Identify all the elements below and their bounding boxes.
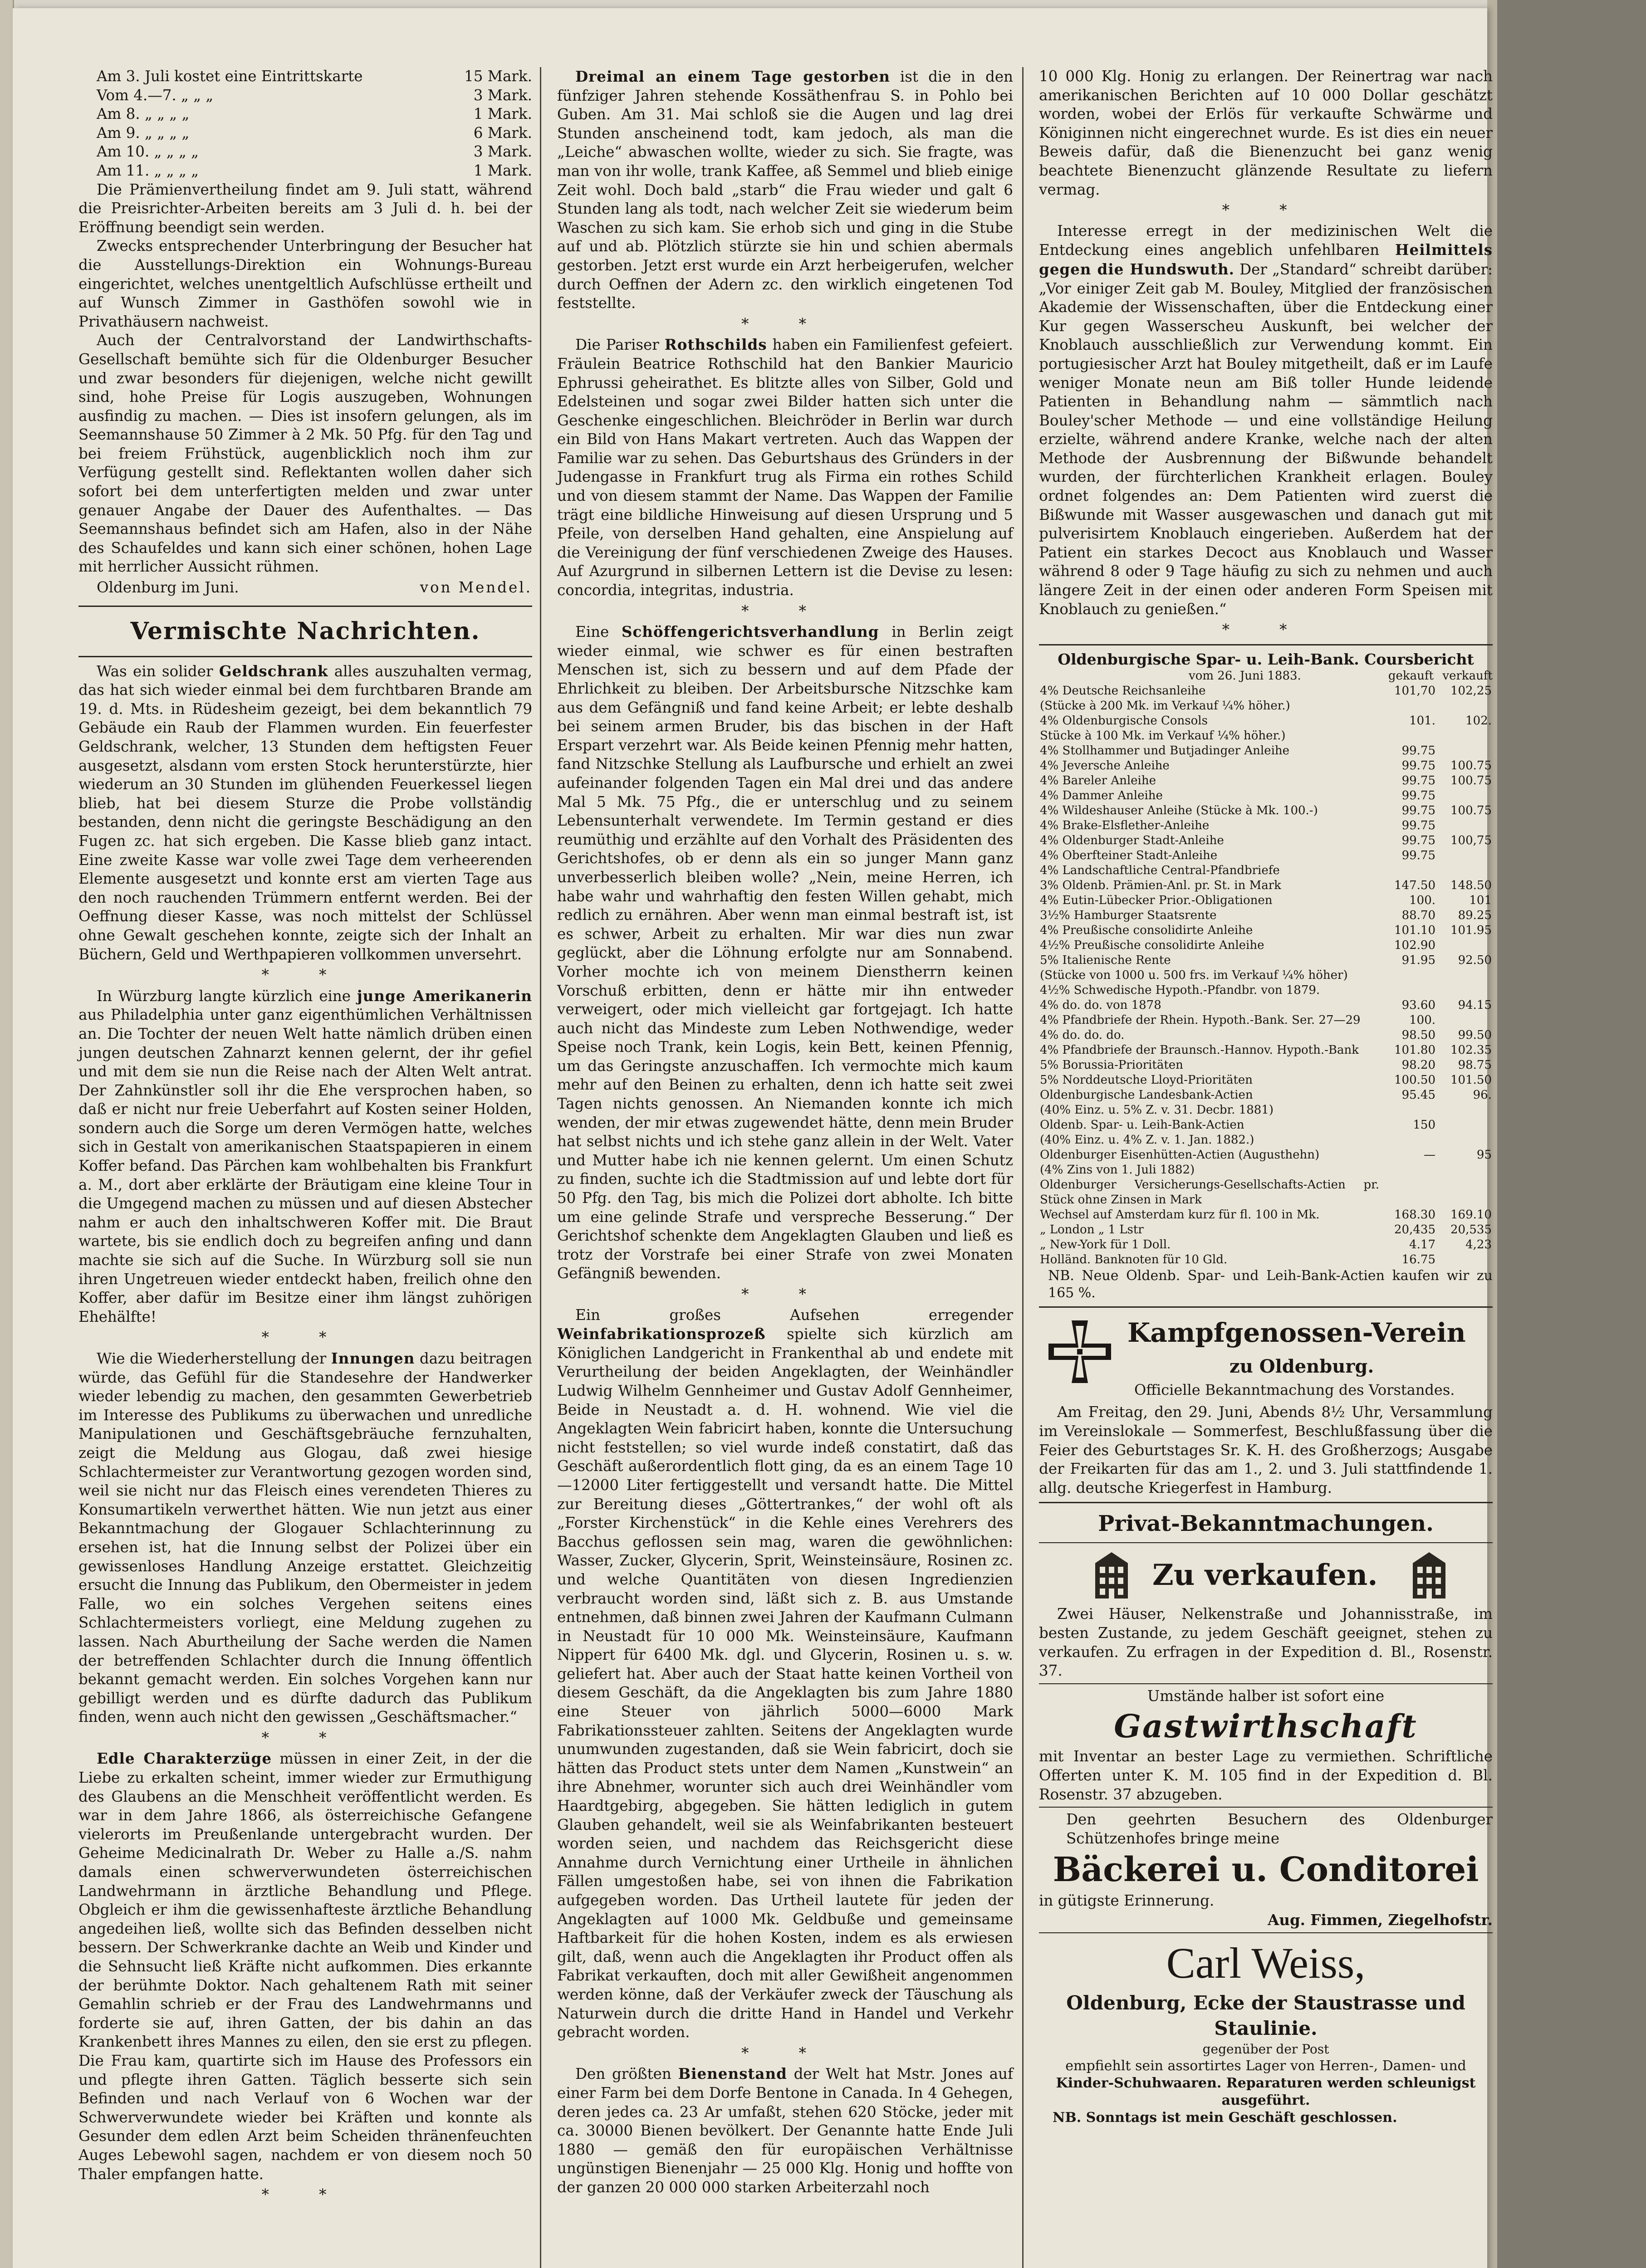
- paragraph: Die Prämienvertheilung findet am 9. Juli statt, während die Preisrichter-Arbeiten bereits am 3 Juli d. h. bei der Eröffnung beendigt sein werden.: [78, 181, 532, 236]
- course-buy: [1380, 1178, 1436, 1207]
- course-sell: 20,535: [1450, 1223, 1492, 1237]
- course-sell: [1436, 1163, 1493, 1178]
- separator-stars: * *: [261, 966, 349, 984]
- course-name: Stücke à 100 Mk. im Verkauf ¼% höher.): [1040, 729, 1286, 743]
- course-sell: [1436, 1252, 1493, 1267]
- section-title-private: Privat-Bekanntmachungen.: [1098, 1511, 1434, 1537]
- course-sell: 100,75: [1450, 834, 1492, 848]
- course-buy: 100.: [1409, 894, 1435, 908]
- signoff-name: von Mendel.: [420, 579, 532, 596]
- course-row: [1039, 684, 1493, 699]
- course-buy: [1380, 728, 1436, 743]
- separator-stars: * *: [261, 1729, 349, 1746]
- course-row: [1039, 998, 1493, 1013]
- ad-signature: Aug. Fimmen, Ziegelhofstr.: [1268, 1911, 1493, 1929]
- course-sell: 4,23: [1465, 1238, 1492, 1252]
- course-sell: 100.75: [1450, 804, 1492, 818]
- course-buy: —: [1424, 1148, 1435, 1162]
- column-1: [78, 67, 532, 2268]
- ad-text: mit Inventar an bester Lage zu vermiethen. Schriftliche Offerten unter K. M. 105 find in der Expedition d. Bl. Rosenstr. 37 abzugeben.: [1039, 1748, 1493, 1803]
- ad-title: Gastwirthschaft: [1114, 1707, 1418, 1745]
- course-name: Oldenburgische Landesbank-Actien: [1040, 1088, 1253, 1102]
- course-buy: 16.75: [1401, 1253, 1435, 1267]
- course-name: 4% Wildeshauser Anleihe (Stücke à Mk. 100.-): [1040, 804, 1318, 818]
- column-header-sell: verkauft: [1442, 669, 1493, 683]
- course-buy: [1380, 968, 1436, 983]
- course-sell: 102.35: [1450, 1043, 1492, 1057]
- course-report-date: vom 26. Juni 1883.: [1189, 669, 1301, 683]
- course-row: [1039, 1252, 1493, 1267]
- ad-text: Am Freitag, den 29. Juni, Abends 8½ Uhr, Versammlung im Vereinslokale — Sommerfest, Beschlußfassung über die Feier des Geburtstages Sr. K. H. des Großherzogs; Ausgabe der Freikarten für das am 1., 2. und 3. Juli stattfindende 1. allg. deutsche Kriegerfest in Hamburg.: [1039, 1403, 1493, 1496]
- keyword: Bienenstand: [678, 2065, 787, 2083]
- course-buy: 99.75: [1401, 834, 1435, 848]
- course-row: [1039, 1043, 1493, 1058]
- separator-stars: * *: [1222, 201, 1310, 219]
- course-name: „ London „ 1 Lstr: [1040, 1223, 1144, 1237]
- course-buy: 168.30: [1394, 1208, 1435, 1222]
- course-row: [1039, 803, 1493, 818]
- ad-kampfgenossen: [1039, 1312, 1493, 1462]
- course-sell: 100.75: [1450, 774, 1492, 788]
- price-row: [78, 124, 532, 143]
- course-name: 4% Jeversche Anleihe: [1040, 759, 1170, 773]
- course-buy: 101.80: [1394, 1043, 1435, 1057]
- course-name: 4% Pfandbriefe der Rhein. Hypoth.-Bank. Ser. 27—29: [1040, 1013, 1361, 1027]
- course-sell: 102.: [1465, 714, 1492, 728]
- iron-cross-icon: [1046, 1318, 1114, 1386]
- course-sell: [1436, 1103, 1493, 1118]
- course-row: [1039, 1028, 1493, 1043]
- course-name: 4% Brake-Elsflether-Anleihe: [1040, 819, 1210, 833]
- course-row: [1039, 863, 1493, 878]
- course-row: [1039, 818, 1493, 833]
- course-sell: [1436, 1118, 1493, 1133]
- news-item-gestorben: Dreimal an einem Tage gestorben ist die in den fünfziger Jahren stehende Kossäthenfrau S. in Pohlo bei Guben. Am 31. Mai schloß sie die Augen und lag drei Stunden anscheinend todt, kam jedoch, als man die „Leiche“ abwaschen wollte, wieder zu sich. Sie fragte, was man von ihr wolle, trank Kaffee, aß Semmel und blieb einige Zeit wohl. Doch bald „starb“ die Frau wieder und galt 6 Stunden lang als todt, nach welcher Zeit sie wiederum beim Waschen zu sich kam. Sie erhob sich und ging in die Stube auf und ab. Plötzlich stürzte sie hin und schien abermals gestorben. Jetzt erst wurde ein Arzt herbeigerufen, welcher durch Oeffnen der Adern zc. den wirklich eingetenen Tod feststellte.: [557, 68, 1013, 312]
- course-sell: 99.50: [1458, 1028, 1492, 1042]
- course-name: 3½% Hamburger Staatsrente: [1040, 909, 1217, 923]
- news-item-amerikanerin: In Würzburg langte kürzlich eine junge Amerikanerin aus Philadelphia unter ganz eigenthümlichen Verhältnissen an. Die Tochter der neuen Welt hatte nämlich drüben einen jungen deutschen Zahnarzt kennen gelernt, der ihr gefiel und mit dem sie nun die Reise nach der Alten Welt antrat. Der Zahnkünstler soll ihr die Ehe versprochen haben, so daß er nicht nur freie Ueberfahrt auf Kosten seiner Holden, sondern auch die Sorge um deren Vermögen hatte, welches sich in Gestalt von amerikanischen Staatspapieren in einem Koffer befand. Das Pärchen kam wohlbehalten bis Frankfurt a. M., dort aber erklärte der Bräutigam eine kleine Tour in die Umgegend machen zu müssen und auf diesen Abstecher nahm er auch den inhaltschweren Koffer mit. Die Braut wartete, bis sie endlich doch zu begreifen anfing und dann machte sie sich auf die Suche. In Würzburg soll sie nun ihren Ungetreuen wieder entdeckt haben, freilich ohne den Koffer, aber dafür im Besitze einer ihm längst zuhörigen Ehehälfte!: [78, 987, 532, 1325]
- course-buy: [1380, 863, 1436, 878]
- course-buy: 99.75: [1401, 774, 1435, 788]
- course-buy: 101.: [1409, 714, 1435, 728]
- keyword: Dreimal an einem Tage gestorben: [575, 68, 890, 85]
- course-row: [1039, 908, 1493, 923]
- course-sell: [1436, 863, 1493, 878]
- ad-title: Carl Weiss,: [1166, 1938, 1366, 1987]
- course-row: [1039, 1118, 1493, 1133]
- ad-zu-verkaufen: [1039, 1546, 1493, 1605]
- course-sell: [1436, 968, 1493, 983]
- section-divider: [1039, 644, 1493, 645]
- section-divider: [1039, 1683, 1493, 1684]
- course-row: [1039, 1013, 1493, 1028]
- course-row: [1039, 953, 1493, 968]
- course-name: 5% Italienische Rente: [1040, 953, 1171, 968]
- signoff: [78, 578, 532, 597]
- course-buy: 99.75: [1401, 849, 1435, 863]
- course-name: 4% Oldenburgische Consols: [1040, 714, 1208, 728]
- course-row: [1039, 968, 1493, 983]
- course-buy: 102.90: [1394, 938, 1435, 953]
- keyword: Geldschrank: [219, 662, 328, 680]
- course-row: [1039, 893, 1493, 908]
- section-divider: [1039, 1542, 1493, 1543]
- ad-notice: Officielle Bekanntmachung des Vorstandes.: [1134, 1381, 1455, 1399]
- course-row: [1039, 1133, 1493, 1148]
- news-item-hundswuth: Interesse erregt in der medizinischen Welt die Entdeckung eines angeblich unfehlbaren Heilmittels gegen die Hundswuth. Der „Standard“ schreibt darüber: „Vor einiger Zeit gab M. Bouley, Mitglied der französischen Akademie der Wissenschaften, über die Entdeckung einer Kur gegen Wasserscheu Auskunft, bei welcher der Knoblauch ausschließlich zur Verwendung kommt. Ein portugiesischer Arzt hat Bouley mitgetheilt, daß er im Laufe weniger Monate neun am Biß toller Hunde leidende Patienten in Behandlung nahm — sämmtlich nach Bouley'scher Methode — und eine vollständige Heilung erzielte, während andere Kranke, welche nach der alten Methode der Ausbrennung der Bißwunde behandelt wurden, der fürchterlichen Krankheit erlagen. Bouley ordnet folgendes an: Dem Patienten wird zuerst die Bißwunde mit Wasser ausgewaschen und danach gut mit pulverisirtem Knoblauch eingerieben. Außerdem hat der Patient ein starkes Decoct aus Knoblauch und Wasser während 8 oder 9 Tage häufig zu sich zu nehmen und auch längere Zeit in der einen oder anderen Form Speisen mit Knoblauch zu genießen.“: [1039, 222, 1493, 618]
- keyword: Weinfabrikationsprozeß: [557, 1325, 766, 1343]
- course-name: 5% Norddeutsche Lloyd-Prioritäten: [1040, 1073, 1253, 1087]
- course-row: [1039, 1163, 1493, 1178]
- course-sell: 101.50: [1450, 1073, 1492, 1087]
- course-name: (40% Einz. u. 4% Z. v. 1. Jan. 1882.): [1040, 1133, 1254, 1147]
- course-name: Wechsel auf Amsterdam kurz für fl. 100 in Mk.: [1040, 1208, 1320, 1222]
- separator-stars: * *: [741, 602, 829, 620]
- keyword: Rothschilds: [664, 336, 767, 354]
- price-label: Am 8. „ „ „ „: [97, 105, 190, 123]
- course-sell: [1436, 728, 1493, 743]
- ad-title: Zu verkaufen.: [1152, 1558, 1378, 1593]
- course-name: Oldenb. Spar- u. Leih-Bank-Actien: [1040, 1118, 1244, 1132]
- section-divider: [1039, 1306, 1493, 1308]
- ad-subline: gegenüber der Post: [1202, 2041, 1329, 2057]
- price-value: 1 Mark.: [473, 161, 532, 179]
- course-sell: [1436, 743, 1493, 758]
- course-sell: 92.50: [1458, 953, 1492, 968]
- scan-right-edge: [1487, 0, 1646, 2268]
- course-row: [1039, 1222, 1493, 1237]
- course-sell: [1436, 818, 1493, 833]
- separator-stars: * *: [1222, 621, 1310, 639]
- column-2: [557, 67, 1013, 2268]
- course-row: [1039, 1073, 1493, 1088]
- course-sell: 101: [1469, 894, 1492, 908]
- course-row: [1039, 833, 1493, 848]
- course-buy: 101,70: [1394, 684, 1435, 698]
- course-sell: 94.15: [1458, 998, 1492, 1012]
- course-buy: [1380, 1103, 1436, 1118]
- course-row: [1039, 848, 1493, 863]
- course-name: 4% Eutin-Lübecker Prior.-Obligationen: [1040, 894, 1273, 908]
- price-row: [78, 86, 532, 105]
- course-name: 4½% Schwedische Hypoth.-Pfandbr. von 1879.: [1040, 983, 1320, 997]
- course-row: [1039, 758, 1493, 773]
- course-row: [1039, 923, 1493, 938]
- course-buy: [1380, 983, 1436, 998]
- price-value: 6 Mark.: [473, 124, 532, 142]
- course-sell: 169.10: [1450, 1208, 1492, 1222]
- price-label: Vom 4.—7. „ „ „: [97, 86, 214, 104]
- course-buy: 98.20: [1401, 1058, 1435, 1072]
- course-name: 4% Oberfteiner Stadt-Anleihe: [1040, 849, 1218, 863]
- price-row: [78, 142, 532, 161]
- separator-stars: * *: [741, 2044, 829, 2062]
- price-label: Am 9. „ „ „ „: [97, 124, 190, 142]
- course-sell: [1436, 1133, 1493, 1148]
- course-buy: 99.75: [1401, 789, 1435, 803]
- paragraph: Zwecks entsprechender Unterbringung der Besucher hat die Ausstellungs-Direktion ein Wohnungs-Bureau eingerichtet, welches unentgeltlich Aufschlüsse ertheilt und auf Wunsch Zimmer in Gasthöfen sowohl wie in Privathäusern nachweist.: [78, 237, 532, 330]
- keyword: Heilmittels gegen die Hundswuth.: [1039, 241, 1493, 278]
- course-name: 4% Oldenburger Stadt-Anleihe: [1040, 834, 1224, 848]
- ad-text: empfiehlt sein assortirtes Lager von Herren-, Damen- und: [1065, 2058, 1466, 2074]
- ticket-price-list: [78, 67, 532, 181]
- separator-stars: * *: [261, 1329, 349, 1346]
- course-sell: 96.: [1473, 1088, 1492, 1102]
- course-sell: [1436, 699, 1493, 714]
- ad-subtitle: zu Oldenburg.: [1230, 1356, 1374, 1378]
- course-row: [1039, 743, 1493, 758]
- course-buy: 91.95: [1401, 953, 1435, 968]
- course-row: [1039, 1088, 1493, 1103]
- price-value: 3 Mark.: [473, 86, 532, 104]
- course-table: [1039, 684, 1493, 1267]
- course-sell: [1436, 788, 1493, 803]
- news-item-weinfabrikation: Ein großes Aufsehen erregender Weinfabrikationsprozeß spielte sich kürzlich am Königlichen Landgericht in Frankenthal ab und endete mit Verurtheilung der beiden Angeklagten, der Weinhändler Ludwig Wilhelm Gennheimer und Gustav Adolf Gennheimer, Beide in Neustadt a. d. H. wohnend. Wie viel die Angeklagten Wein fabricirt haben, konnte die Untersuchung nicht feststellen; so viel wurde indeß constatirt, daß das Geschäft außerordentlich flott ging, da es an einem Tage 10—12000 Liter fertiggestellt und versandt hatte. Die Mittel zur Bereitung dieses „Göttertrankes,“ der wohl oft als „Forster Kirchenstück“ in die Kehle eines Verehrers des Bacchus geflossen sein mag, waren die gewöhnlichen: Wasser, Zucker, Glycerin, Sprit, Weinsteinsäure, Rosinen zc. und welche Quantitäten von diesen Ingredienzien verbraucht worden sind, läßt sich z. B. aus Umstande entnehmen, daß binnen zwei Jahren der Kaufmann Culmann in Neustadt für 10 000 Mk. Weinsteinsäure, Kaufmann Nippert für 6400 Mk. dgl. und Glycerin, Rosinen u. s. w. geliefert hat. Aber auch der Staat hatte keinen Vortheil von diesem Geschäft, da die Angeklagten bis zum Jahre 1880 eine Steuer von jährlich 5000—6000 Mark Fabrikationssteuer zahlten. Seitens der Angeklagten wurde unumwunden zugestanden, daß sie Wein fabricirt, doch sie hätten das Product stets unter dem Namen „Kunstwein“ an ihre Abnehmer, worunter sich auch drei Weinhändler vom Haardtgebirg, abgegeben. Sie hätten lediglich in gutem Glauben gehandelt, weil sie als Weinfabrikanten besteuert worden seien, und nachdem das Reichsgericht diese Annahme durch Vernichtung einer Urtheile in ähnlichen Fällen umgestoßen habe, sei von ihnen die Fabrikation aufgegeben worden. Das Urtheil lautete für jeden der Angeklagten auf 1000 Mk. Geldbuße und gemeinsame Haftbarkeit für die hohen Kosten, indem es als erwiesen gilt, daß, wenn auch die Angeklagten ihr Product offen als Fabrikat verkauften, doch mit aller Gewißheit angenommen werden könne, daß der Verkäufer zweck der Täuschung als Naturwein durch die dritte Hand in Handel und Verkehr gebracht worden.: [557, 1306, 1013, 2041]
- course-name: 4% Pfandbriefe der Braunsch.-Hannov. Hypoth.-Bank: [1040, 1043, 1359, 1057]
- course-row: [1039, 878, 1493, 893]
- course-buy: [1380, 699, 1436, 714]
- course-buy: 88.70: [1401, 909, 1435, 923]
- course-row: [1039, 788, 1493, 803]
- course-buy: 100.: [1409, 1013, 1435, 1027]
- course-buy: 20,435: [1394, 1223, 1435, 1237]
- course-note: NB. Neue Oldenb. Spar- und Leih-Bank-Actien kaufen wir zu 165 %.: [1048, 1268, 1493, 1301]
- course-sell: [1436, 1178, 1493, 1207]
- course-row: [1039, 714, 1493, 728]
- course-name: 4% Deutsche Reichsanleihe: [1040, 684, 1206, 698]
- course-report-title: Oldenburgische Spar- u. Leih-Bank. Coursbericht: [1058, 650, 1474, 668]
- column-3: [1039, 67, 1493, 2268]
- course-name: (Stücke von 1000 u. 500 frs. im Verkauf ¼% höher): [1040, 968, 1348, 982]
- course-sell: [1436, 983, 1493, 998]
- news-item-rothschilds: Die Pariser Rothschilds haben ein Familienfest gefeiert. Fräulein Beatrice Rothschild hat den Bankier Mauricio Ephrussi geheirathet. Es blitzte alles von Silber, Gold und Edelsteinen und sogar zwei Bilder hatten sich unter die Geschenke eingeschlichen. Bleichröder in Berlin war durch ein Bild von Hans Makart vertreten. Auch das Wappen der Familie war zu sehen. Das Geburtshaus des Gründers in der Judengasse in Frankfurt trug als Firma ein rothes Schild und von diesem stammt der Name. Das Wappen der Familie trägt eine bildliche Hinweisung auf diesen Ursprung und 5 Pfeile, von derselben Hand gehalten, eine Anspielung auf die Vereinigung der fünf verschiedenen Zweige des Hauses. Auf Azurgrund in silbernen Lettern ist die Devise zu lesen: concordia, integritas, industria.: [557, 336, 1013, 599]
- course-sell: [1436, 1013, 1493, 1028]
- course-name: 4% do. do. do.: [1040, 1028, 1125, 1042]
- course-sell: [1436, 938, 1493, 953]
- price-label: Am 11. „ „ „ „: [97, 161, 199, 179]
- course-buy: 4.17: [1409, 1238, 1435, 1252]
- separator-stars: * *: [741, 315, 829, 332]
- house-icon: [1093, 1550, 1130, 1600]
- ad-text: in gütigste Erinnerung.: [1039, 1892, 1215, 1910]
- ad-intro: Den geehrten Besuchern des Oldenburger Schützenhofes bringe meine: [1066, 1811, 1493, 1847]
- course-name: (40% Einz. u. 5% Z. v. 31. Decbr. 1881): [1040, 1103, 1274, 1117]
- section-title: Vermischte Nachrichten.: [130, 617, 480, 645]
- house-icon: [1411, 1550, 1447, 1600]
- price-label: Am 3. Juli kostet eine Eintrittskarte: [97, 68, 363, 85]
- price-label: Am 10. „ „ „ „: [97, 143, 199, 161]
- keyword: Innungen: [331, 1349, 415, 1367]
- course-sell: 100.75: [1450, 759, 1492, 773]
- course-name: Oldenburger Eisenhütten-Actien (Augusthehn): [1040, 1148, 1320, 1162]
- course-sell: 102,25: [1450, 684, 1492, 698]
- course-name: (4% Zins von 1. Juli 1882): [1040, 1163, 1195, 1177]
- course-name: 4% Dammer Anleihe: [1040, 789, 1163, 803]
- course-row: [1039, 1058, 1493, 1073]
- ad-note: NB. Sonntags ist mein Geschäft geschlossen.: [1053, 2109, 1397, 2126]
- course-sell: 98.75: [1458, 1058, 1492, 1072]
- course-sell: 89.25: [1458, 909, 1492, 923]
- course-buy: 99.75: [1401, 759, 1435, 773]
- course-buy: 99.75: [1401, 819, 1435, 833]
- paragraph-continued: 10 000 Klg. Honig zu erlangen. Der Reinertrag war nach amerikanischen Berichten auf 10 000 Dollar geschätzt worden, wobei der Erlös für verkaufte Schwärme und Königinnen nicht eingerechnet wurde. Es ist dies ein neuer Beweis dafür, daß die Bienenzucht bei ganz wenig beachtete Bienenzucht glänzende Resultate zu liefern vermag.: [1039, 68, 1493, 198]
- course-row: [1039, 773, 1493, 788]
- course-name: 3% Oldenb. Prämien-Anl. pr. St. in Mark: [1040, 879, 1281, 893]
- course-name: Oldenburger Versicherungs-Gesellschafts-Actien pr. Stück ohne Zinsen in Mark: [1040, 1178, 1379, 1207]
- section-divider: [78, 606, 532, 607]
- course-row: [1039, 728, 1493, 743]
- course-buy: 100.50: [1394, 1073, 1435, 1087]
- price-row: [78, 161, 532, 181]
- course-sell: [1436, 848, 1493, 863]
- ad-address: Oldenburg, Ecke der Staustrasse und Staulinie.: [1066, 1991, 1465, 2039]
- news-item-geldschrank: Was ein solider Geldschrank alles auszuhalten vermag, das hat sich wieder einmal bei dem furchtbaren Brande am 19. d. Mts. in Rüdesheim gezeigt, bei dem bekanntlich 79 Gebäude ein Raub der Flammen wurden. Ein feuerfester Geldschrank, welcher, 13 Stunden dem heftigsten Feuer ausgesetzt, alsdann vom ersten Stock herunterstürzte, hier wiederum an 30 Stunden im glühenden Feuerkessel liegen blieb, hat bei diesem Sturze die Probe vollständig bestanden, denn nicht die geringste Beschädigung an den Fugen zc. hat sich ergeben. Die Kasse blieb ganz intact. Eine zweite Kasse war volle zwei Tage dem verheerenden Elemente ausgesetzt und konnte erst am vierten Tage aus den noch rauchenden Trümmern entfernt werden. Bei der Oeffnung dieser Kasse, was noch mittelst der Schlüssel ohne Gewalt geschehen konnte, zeigte sich der Inhalt an Büchern, Geld und Werthpapieren vollkommen unversehrt.: [78, 662, 532, 963]
- course-row: [1039, 938, 1493, 953]
- scan-left-edge: [0, 0, 14, 2268]
- keyword: junge Amerikanerin: [357, 987, 532, 1005]
- keyword: Schöffengerichtsverhandlung: [622, 623, 879, 641]
- course-name: (Stücke à 200 Mk. im Verkauf ¼% höher.): [1040, 699, 1290, 713]
- course-buy: 147.50: [1394, 879, 1435, 893]
- section-divider: [78, 656, 532, 657]
- section-divider: [1039, 1502, 1493, 1503]
- course-name: 4% do. do. von 1878: [1040, 998, 1161, 1012]
- course-buy: 95.45: [1401, 1088, 1435, 1102]
- course-row: [1039, 1103, 1493, 1118]
- news-item-bienenstand: Den größten Bienenstand der Welt hat Mstr. Jones auf einer Farm bei dem Dorfe Bentone in Canada. In 4 Gehegen, deren jedes ca. 23 Ar umfaßt, stehen 620 Stöcke, jeder mit ca. 30000 Bienen bevölkert. Der Genannte hatte Ende Juli 1880 — gemäß den für europäischen Verhältnisse ungünstigen Bienenjahr — 25 000 Klg. Honig und hoffte von der ganzen 20 000 000 starken Arbeiterzahl noch: [557, 2065, 1013, 2196]
- section-divider: [1039, 1807, 1493, 1808]
- section-divider: [1039, 1932, 1493, 1933]
- paragraph: Auch der Centralvorstand der Landwirthschafts-Gesellschaft bemühte sich für die Oldenburger Besucher und zwar besonders für diejenigen, welche nicht gewillt sind, hohe Preise für Logis auszugeben, Wohnungen ausfindig zu machen. — Dies ist insofern gelungen, als im Seemannshause 50 Zimmer à 2 Mk. 50 Pfg. für den Tag und bei freiem Frühstück, augenblicklich noch ihm zur Verfügung gestellt sind. Reflektanten wollen daher sich sofort bei dem unterfertigten melden und zwar unter genauer Angabe der Dauer des Aufenthaltes. — Das Seemannshaus befindet sich am Hafen, also in der Nähe des Schaufeldes und kann sich einer schönen, hohen Lage mit herrlicher Aussicht rühmen.: [78, 332, 532, 576]
- newspaper-page: [13, 8, 1493, 2268]
- course-name: 5% Borussia-Prioritäten: [1040, 1058, 1183, 1072]
- course-report: [1039, 650, 1493, 1302]
- course-row: [1039, 983, 1493, 998]
- ad-title: Bäckerei u. Conditorei: [1053, 1850, 1479, 1890]
- course-buy: 98.50: [1401, 1028, 1435, 1042]
- column-rule-1: [540, 67, 541, 2268]
- price-value: 3 Mark.: [473, 143, 532, 161]
- course-row: [1039, 1237, 1493, 1252]
- ad-intro: Umstände halber ist sofort eine: [1147, 1687, 1385, 1705]
- course-row: [1039, 1207, 1493, 1222]
- course-sell: 148.50: [1450, 879, 1492, 893]
- course-name: Holländ. Banknoten für 10 Gld.: [1040, 1253, 1228, 1267]
- course-buy: 150: [1413, 1118, 1435, 1132]
- price-row: [78, 105, 532, 124]
- course-row: [1039, 1178, 1493, 1207]
- course-sell: 95: [1476, 1148, 1492, 1162]
- course-buy: 99.75: [1401, 744, 1435, 758]
- course-buy: [1380, 1133, 1436, 1148]
- news-item-schoeffengericht: Eine Schöffengerichtsverhandlung in Berlin zeigt wieder einmal, wie schwer es für einen bestraften Menschen ist, sich zu bessern und auf dem Pfade der Ehrlichkeit zu bleiben. Der Arbeitsbursche Nitzschke kam aus dem Gefängniß und fand keine Arbeit; er lebte deshalb bei seinem armen Bruder, bis das bischen in der Haft Erspart verzehrt war. Als Beide keinen Pfennig mehr hatten, fand Nitzschke Stellung als Laufbursche und erhielt an zwei aufeinander folgenden Tagen ein Mal drei und das andere Mal 5 Mk. 75 Pfg., die er unterschlug und zu seinem Lebensunterhalt verwendete. Im Termin gestand er dies reumüthig und erzählte auf den Vorhalt des Präsidenten des Gerichtshofes, ob er denn als ein so junger Mann ganz unverbesserlich bleiben wolle? „Nein, meine Herren, ich habe wahr und wahrhaftig den festen Willen gehabt, mich redlich zu ernähren. Aber wenn man einmal bestraft ist, ist es schwer, Arbeit zu erhalten. Mir war dies nun zwar geglückt, aber die Löhnung erfolgte nur am Sonnabend. Vorher mochte ich von meinem Dienstherrn keinen Vorschuß erbitten, denn er hätte mir ihn entweder verweigert, oder mich vielleicht gar fortgejagt. Ich hatte auch nicht das Mindeste zum Leben Nothwendige, weder Speise noch Trank, kein Logis, kein Bett, keinen Pfennig, um das Geringste anzuschaffen. Ich vermochte mich kaum mehr auf den Beinen zu erhalten, denn ich hatte seit zwei Tagen nichts genossen. An Niemanden konnte ich mich wenden, der mir etwas zugewendet hätte, denn mein Bruder hat selbst nichts und ich stehe ganz allein in der Welt. Vater und Mutter habe ich nie kennen gelernt. Um einen Schutz zu finden, suchte ich die Stadtmission auf und lebte dort für 50 Pfg. den Tag, bis mich die Polizei dort abholte. Ich bitte um eine gelinde Strafe und verspreche Besserung.“ Der Gerichtshof schenkte dem Angeklagten Glauben und ließ es trotz der Vorstrafe bei einer Strafe von zwei Monaten Gefängniß bewenden.: [557, 623, 1013, 1282]
- course-buy: 99.75: [1401, 804, 1435, 818]
- course-name: 4% Landschaftliche Central-Pfandbriefe: [1040, 864, 1280, 878]
- price-value: 15 Mark.: [464, 68, 532, 85]
- separator-stars: * *: [261, 2186, 349, 2204]
- course-name: 4½% Preußische consolidirte Anleihe: [1040, 938, 1264, 953]
- keyword: Edle Charakterzüge: [97, 1750, 272, 1768]
- course-name: 4% Stollhammer und Butjadinger Anleihe: [1040, 744, 1290, 758]
- news-item-innungen: Wie die Wiederherstellung der Innungen dazu beitragen würde, das Gefühl für die Standesehre der Handwerker wieder lebendig zu machen, den gesammten Gewerbetrieb im Interesse des Publikums zu überwachen und unredliche Manipulationen und Geschäftsgebräuche fernzuhalten, zeigt die Meldung aus Glogau, daß zwei hiesige Schlachtermeister zur Verantwortung gezogen worden sind, weil sie nicht nur das Fleisch eines verendeten Thieres zu Konsumartikeln verwerthet hätten. Wie nun jetzt aus einer Bekanntmachung der Glogauer Schlachterinnung zu ersehen ist, hat die Innung selbst der Polizei über ein gewissenloses Handlung Anzeige erstattet. Gleichzeitig ersucht die Innung das Publikum, den Obermeister in jedem Falle, wo ein solches Vergehen seitens eines Schlachtermeisters vorliegt, eine Meldung zugehen zu lassen. Nach Aburtheilung der Sache werden die Namen der betreffenden Schlachter durch die Innung öffentlich bekannt gemacht werden. Ein solches Vorgehen kann nur gebilligt werden und es dürfte dadurch das Publikum finden, wenn auch nicht den gewissen „Geschäftsmacher.“: [78, 1349, 532, 1726]
- course-sell: 101.95: [1450, 924, 1492, 938]
- ad-text: Zwei Häuser, Nelkenstraße und Johannisstraße, im besten Zustande, zu jedem Geschäft geeignet, stehen zu verkaufen. Zu erfragen in der Expedition d. Bl., Rosenstr. 37.: [1039, 1605, 1493, 1680]
- separator-stars: * *: [741, 1286, 829, 1303]
- price-value: 1 Mark.: [473, 105, 532, 123]
- ad-title: Kampfgenossen-Verein: [1127, 1317, 1466, 1349]
- column-rule-2: [1022, 67, 1024, 2268]
- course-name: 4% Bareler Anleihe: [1040, 774, 1156, 788]
- signoff-place: Oldenburg im Juni.: [97, 579, 239, 596]
- course-buy: 101.10: [1394, 924, 1435, 938]
- course-buy: 93.60: [1401, 998, 1435, 1012]
- price-row: [78, 67, 532, 86]
- course-name: 4% Preußische consolidirte Anleihe: [1040, 924, 1253, 938]
- course-row: [1039, 699, 1493, 714]
- news-item-charakterzuege: Edle Charakterzüge müssen in einer Zeit, in der die Liebe zu erkalten scheint, immer wieder zur Ermuthigung des Glaubens an die Menschheit veröffentlicht werden. Es war in dem Jahre 1866, als österreichische Gefangene vielerorts im Preußenlande untergebracht wurden. Der Geheime Medicinalrath Dr. Weber zu Halle a./S. nahm damals einen schwerverwundeten österreichischen Landwehrmann in ärztliche Behandlung und Pflege. Obgleich er ihm die gewissenhafteste ärztliche Behandlung angedeihen ließ, wollte sich das Befinden desselben nicht bessern. Der Schwerkranke dachte an Weib und Kinder und die Sehnsucht ließ Kräfte nicht aufkommen. Dies erkannte der berühmte Doktor. Nach gehaltenem Rath mit seiner Gemahlin schrieb er der Frau des Landwehrmanns und forderte sie auf, ihren Gatten, der bis dahin an das Krankenbett ihres Mannes zu eilen, den sie erst zu pflegen. Die Frau kam, quartirte sich im Hause des Professors ein und pflegte ihren Gatten. Täglich besserte sich sein Befinden und nach Verlauf von 6 Wochen war der Schwerverwundete wieder bei Kräften und konnte als Gesunder dem edlen Arzt beim Scheiden thränenfeuchten Auges Lebewohl sagen, nachdem er von diesem noch 50 Thaler empfangen hatte.: [78, 1750, 533, 2183]
- ad-text: Kinder-Schuhwaaren. Reparaturen werden schleunigst ausgeführt.: [1056, 2075, 1476, 2108]
- column-header-buy: gekauft: [1388, 669, 1434, 683]
- course-row: [1039, 1148, 1493, 1163]
- course-buy: [1380, 1163, 1436, 1178]
- course-name: „ New-York für 1 Doll.: [1040, 1238, 1171, 1252]
